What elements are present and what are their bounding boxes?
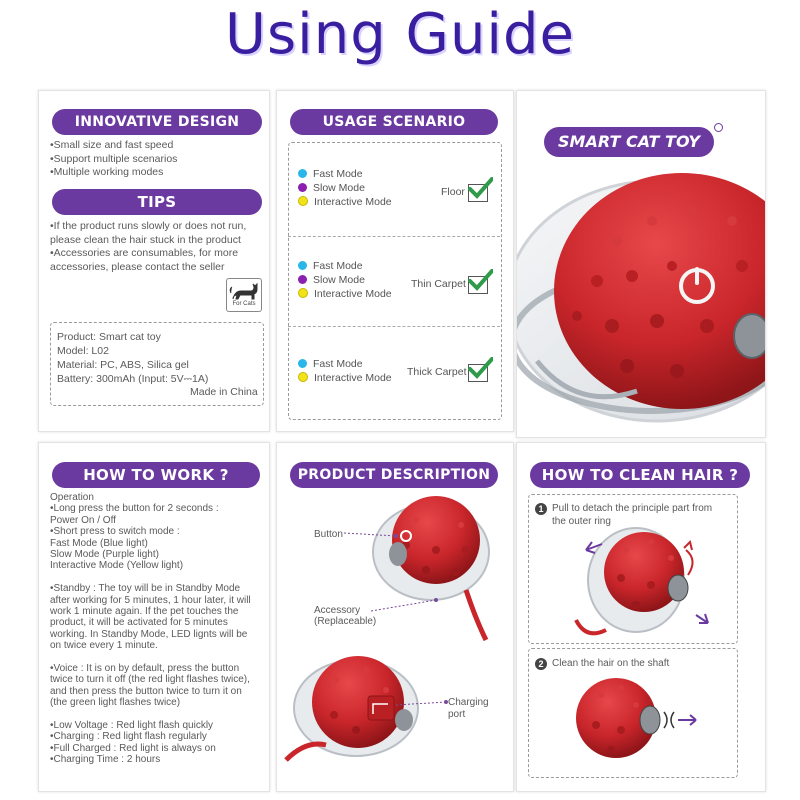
for-cats-badge <box>226 278 262 312</box>
how-to-work-heading: HOW TO WORK ? <box>52 462 260 488</box>
mode-indicator-icon <box>298 183 307 192</box>
work-line: •Charging : Red light flash regularly <box>50 731 207 743</box>
step2-text: Clean the hair on the shaft <box>552 658 670 669</box>
mode-label: Interactive Mode <box>314 372 392 384</box>
scene-thick-carpet-modes <box>298 358 392 386</box>
design-item: •Support multiple scenarios <box>50 152 178 165</box>
checkbox-checked-icon <box>468 184 488 202</box>
how-to-clean-heading: HOW TO CLEAN HAIR ? <box>530 462 750 488</box>
scenario-divider <box>288 326 500 327</box>
charging-callout-port: port <box>448 709 466 720</box>
brand-label: SMART CAT TOY <box>544 127 714 157</box>
how-to-work-text <box>50 492 251 766</box>
mode-indicator-icon <box>298 169 307 178</box>
mode-indicator-icon <box>298 288 308 298</box>
button-callout: Button <box>314 529 343 540</box>
tips-line: •Accessories are consumables, for more <box>50 247 239 259</box>
innovative-design-heading: INNOVATIVE DESIGN <box>52 109 262 135</box>
charging-callout: Charging <box>448 697 489 708</box>
mode-label: Slow Mode <box>313 274 365 286</box>
scene-place-label: Thick Carpet <box>407 366 467 378</box>
scenario-divider <box>288 236 500 237</box>
tips-line: accessories, please contact the seller <box>50 260 225 273</box>
mode-indicator-icon <box>298 261 307 270</box>
made-in-label: Made in China <box>190 386 258 398</box>
mode-label: Fast Mode <box>313 260 363 272</box>
mode-indicator-icon <box>298 359 307 368</box>
step2-number-icon: 2 <box>535 658 547 670</box>
accessory-callout: Accessory <box>314 605 361 616</box>
specs-text <box>57 330 208 386</box>
design-item: •Small size and fast speed <box>50 139 174 151</box>
work-line: Operation <box>50 492 94 503</box>
mode-indicator-icon <box>298 275 307 284</box>
work-line: product, it will be activated for 5 minutes <box>50 617 228 629</box>
spec-line: Battery: 300mAh (Input: 5V⎓1A) <box>57 373 209 385</box>
work-line <box>50 709 251 720</box>
product-diagram <box>276 490 512 790</box>
spec-line: Material: PC, ABS, Silica gel <box>57 359 189 371</box>
tips-heading: TIPS <box>52 189 262 215</box>
mode-row <box>298 196 392 210</box>
tips-text <box>50 220 246 274</box>
scene-thin-carpet-modes <box>298 260 392 302</box>
mode-row <box>298 168 392 182</box>
mode-row <box>298 358 392 372</box>
tips-line: please clean the hair stuck in the product <box>50 233 241 246</box>
work-line: Slow Mode (Purple light) <box>50 549 159 561</box>
product-description-heading: PRODUCT DESCRIPTION <box>290 462 498 488</box>
usage-scenario-heading: USAGE SCENARIO <box>290 109 498 135</box>
mode-row <box>298 372 392 386</box>
work-line: working. In Standby Mode, LED lignts will be <box>50 628 248 640</box>
page-title: Using Guide <box>224 2 575 67</box>
registered-icon <box>714 123 723 132</box>
mode-label: Interactive Mode <box>314 196 392 208</box>
work-line: •Long press the button for 2 seconds : <box>50 503 219 515</box>
design-item: •Multiple working modes <box>50 166 164 178</box>
work-line: work 1 minute again. If the pet touches the <box>50 606 239 618</box>
spec-line: Model: L02 <box>57 345 109 357</box>
mode-label: Fast Mode <box>313 168 363 180</box>
work-line: Fast Mode (Blue light) <box>50 537 148 549</box>
work-line <box>50 652 251 663</box>
mode-indicator-icon <box>298 196 308 206</box>
work-line: twice to turn it off (the red light flashes twice), <box>50 674 250 686</box>
work-line: •Full Charged : Red light is always on <box>50 742 216 754</box>
scene-floor-modes <box>298 168 392 210</box>
step1-text-cont: the outer ring <box>552 516 611 527</box>
work-line: •Charging Time : 2 hours <box>50 754 161 766</box>
mode-label: Fast Mode <box>313 358 363 370</box>
accessory-note: (Replaceable) <box>314 616 377 627</box>
work-line: Interactive Mode (Yellow light) <box>50 560 184 572</box>
cat-icon <box>227 281 261 303</box>
clean-diagram <box>516 520 764 780</box>
checkbox-checked-icon <box>468 276 488 294</box>
work-line: on twice every 1 minute. <box>50 640 158 652</box>
scene-place-label: Floor <box>441 186 465 198</box>
work-line: Power On / Off <box>50 514 116 526</box>
work-line: (the green light flashes twice) <box>50 697 181 709</box>
work-line: •Low Voltage : Red light flash quickly <box>50 720 214 732</box>
mode-label: Interactive Mode <box>314 288 392 300</box>
mode-row <box>298 274 392 288</box>
work-line: and then press the button twice to turn it on <box>50 685 242 697</box>
mode-row <box>298 182 392 196</box>
step1-text: Pull to detach the principle part from <box>552 503 713 514</box>
work-line: after working for 5 minutes, 1 hour later, it will <box>50 594 251 606</box>
for-cats-label: For Cats <box>232 301 256 307</box>
tips-line: •If the product runs slowly or does not run, <box>50 220 247 232</box>
mode-label: Slow Mode <box>313 182 365 194</box>
work-line: •Short press to switch mode : <box>50 526 180 538</box>
work-line <box>50 572 251 583</box>
checkbox-checked-icon <box>468 364 488 382</box>
mode-row <box>298 260 392 274</box>
mode-indicator-icon <box>298 372 308 382</box>
scene-place-label: Thin Carpet <box>411 278 466 290</box>
spec-line: Product: Smart cat toy <box>57 331 161 343</box>
work-line: •Standby : The toy will be in Standby Mode <box>50 583 241 595</box>
step1-number-icon: 1 <box>535 503 547 515</box>
work-line: •Voice : It is on by default, press the button <box>50 663 240 675</box>
innovative-design-list <box>50 139 177 180</box>
mode-row <box>298 288 392 302</box>
